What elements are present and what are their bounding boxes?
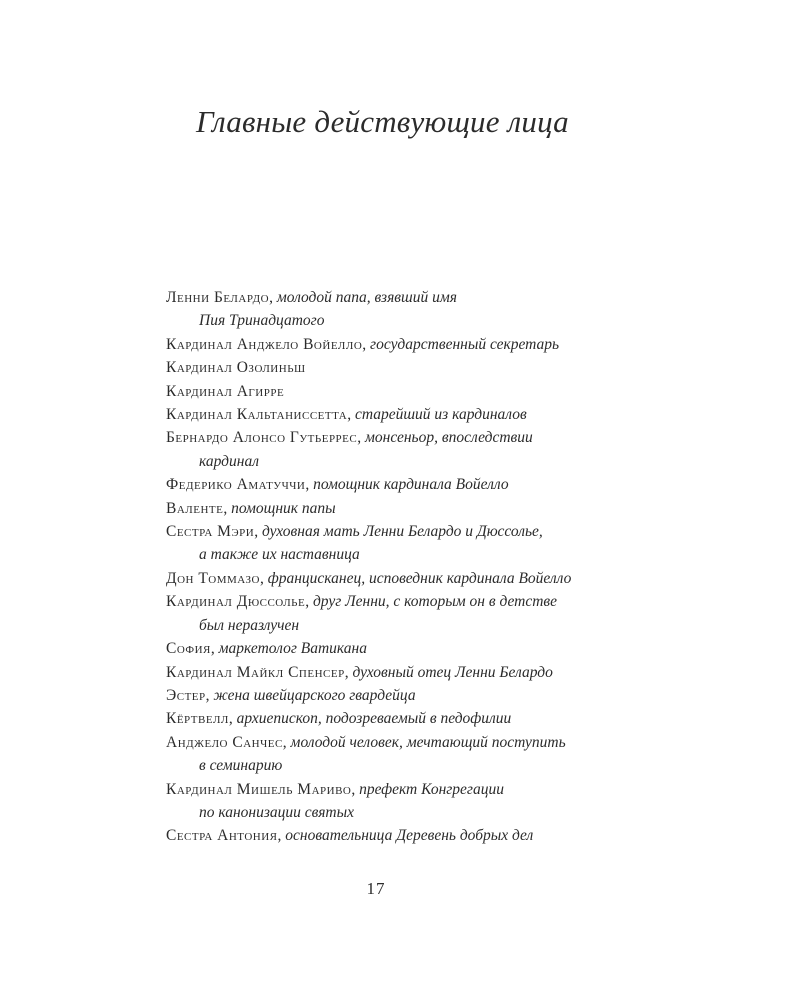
separator: , [254,523,262,541]
character-description-continued: кардинал [199,452,259,470]
separator: , [347,406,355,424]
character-description-continued: Пия Тринадцатого [199,312,325,330]
character-name: Анджело Санчес [166,733,283,751]
character-name: Сестра Мэри [166,523,255,541]
cast-entry [166,707,766,730]
cast-entry [166,684,766,707]
separator: , [223,499,232,517]
character-description: государственный секретарь [370,335,560,353]
character-description: помощник папы [231,499,336,517]
character-description-continued: был неразлучен [199,616,300,634]
separator: , [259,569,268,587]
character-name: Кардинал Мишель Мариво [166,780,352,798]
cast-entry [166,286,766,333]
cast-entry [166,520,766,567]
cast-entry [166,637,766,660]
separator: , [305,476,314,494]
character-description: монсеньор, впоследствии [364,429,533,447]
separator: , [282,733,291,751]
cast-entry [166,403,766,426]
character-name: Кардинал Озолиньш [166,359,306,377]
page-title: Главные действующие лица [196,104,569,139]
character-name: Бернардо Алонсо Гутьеррес [166,429,358,447]
character-description: архиепископ, подозреваемый в педофилии [236,710,512,728]
character-name: Валенте [166,499,224,517]
cast-entry [166,426,766,473]
character-description-continued: в семинарию [199,757,283,775]
character-name: Кардинал Кальтаниссетта [166,406,348,424]
page-number: 17 [366,879,386,898]
cast-list [166,286,766,848]
separator: , [344,663,353,681]
cast-entry [166,824,766,847]
character-name: Кардинал Майкл Спенсер [166,663,345,681]
separator: , [351,780,360,798]
cast-entry [166,473,766,496]
character-description: префект Конгрегации [359,780,504,798]
cast-entry [166,778,766,825]
character-description-continued: по канонизации святых [199,803,354,821]
character-description: маркетолог Ватикана [218,640,367,658]
character-name: Кёртвелл [166,710,229,728]
separator: , [269,289,277,306]
cast-entry [166,567,766,590]
cast-entry [166,661,766,684]
separator: , [305,593,313,611]
character-name: Эстер [166,686,206,704]
character-name: Дон Томмазо [166,569,260,587]
cast-entry [166,356,766,379]
character-description: жена швейцарского гвардейца [213,686,416,704]
cast-entry [166,333,766,356]
separator: , [357,429,365,447]
separator: , [362,335,371,353]
separator: , [228,710,237,728]
character-name: Кардинал Агирре [166,382,285,400]
character-description: молодой человек, мечтающий поступить [290,733,566,751]
character-description: францисканец, исповедник кардинала Войелло [267,569,572,587]
character-description: духовный отец Ленни Белардо [352,663,553,681]
character-name: Ленни Белардо [166,289,270,306]
character-description: духовная мать Ленни Белардо и Дюссолье, [262,523,543,541]
character-name: Кардинал Анджело Войелло [166,335,363,353]
character-name: Кардинал Дюссолье [166,593,306,611]
separator: , [205,686,214,704]
separator: , [210,640,219,658]
cast-entry [166,731,766,778]
character-name: Сестра Антония [166,827,278,845]
cast-entry [166,380,766,403]
separator: , [277,827,286,845]
cast-entry [166,497,766,520]
character-description: помощник кардинала Войелло [313,476,509,494]
character-name: София [166,640,211,658]
cast-entry [166,590,766,637]
character-description: друг Ленни, с которым он в детстве [312,593,558,611]
character-name: Федерико Аматуччи [166,476,306,494]
character-description: основательница Деревень добрых дел [285,827,534,845]
character-description: молодой папа, взявший имя [276,289,457,306]
character-description-continued: а также их наставница [199,546,360,564]
character-description: старейший из кардиналов [354,406,527,424]
